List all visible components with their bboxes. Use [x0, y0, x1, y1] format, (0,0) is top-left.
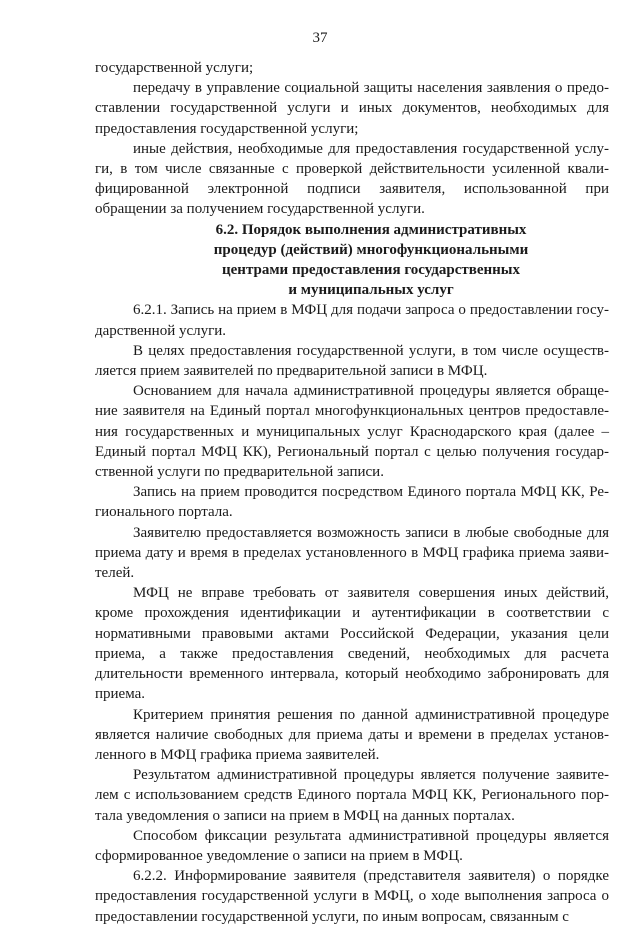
paragraph: иные действия, необходимые для предоставления государственной услуги, в том числе связанные с проверкой действительности усиленной квалифицированной электронной подписи заявителя, использованной при обращении за получением государственной услуги.	[95, 140, 609, 218]
document-body	[95, 58, 609, 927]
page-number: 37	[312, 30, 328, 46]
section-heading-line: центрами предоставления государственных	[222, 262, 520, 279]
paragraph: Запись на прием проводится посредством Единого портала МФЦ КК, Регионального портала.	[95, 484, 609, 521]
paragraph: МФЦ не вправе требовать от заявителя совершения иных действий, кроме прохождения идентификации и аутентификации в соответствии с нормативными правовыми актами Российской Федерации, указания цели приема, а также предоставления сведений, необходимых для расчета длительности временного интервала, который необходимо забронировать для приема.	[95, 585, 609, 703]
paragraph: передачу в управление социальной защиты населения заявления о предоставлении государственной услуги и иных документов, необходимых для предоставления государственной услуги;	[95, 80, 609, 137]
paragraph: государственной услуги;	[95, 60, 254, 76]
paragraph: Способом фиксации результата административной процедуры является сформированное уведомление о записи на прием в МФЦ.	[95, 827, 609, 864]
paragraph: В целях предоставления государственной услуги, в том числе осуществляется прием заявителей по предварительной записи в МФЦ.	[95, 342, 609, 380]
section-heading-line: процедур (действий) многофункциональными	[213, 241, 529, 258]
paragraph: 6.2.2. Информирование заявителя (представителя заявителя) о порядке предоставления государственной услуги в МФЦ, о ходе выполнения запроса о предоставлении государственной услуги, по иным вопросам, связанным с	[95, 868, 609, 925]
paragraph: Заявителю предоставляется возможность записи в любые свободные для приема дату и время в пределах установленного в МФЦ графика приема заявителей.	[95, 524, 609, 582]
section-heading	[95, 220, 609, 301]
paragraph: 6.2.1. Запись на прием в МФЦ для подачи запроса о предоставлении государственной услуги.	[95, 302, 609, 339]
paragraph: Основанием для начала административной процедуры является обращение заявителя на Единый портал многофункциональных центров предоставления государственных и муниципальных услуг Краснодарского края (далее – Единый портал МФЦ КК), Региональный портал с целью получения государственной услуги по предварительной записи.	[95, 383, 609, 481]
paragraph: Критерием принятия решения по данной административной процедуре является наличие свободных для приема даты и времени в пределах установленного в МФЦ графика приема заявителей.	[95, 706, 609, 763]
paragraph: Результатом административной процедуры является получение заявителем с использованием средств Единого портала МФЦ КК, Регионального портала уведомления о записи на прием в МФЦ на данных порталах.	[95, 767, 609, 824]
section-heading-line: и муниципальных услуг	[288, 282, 454, 299]
section-heading-line: 6.2. Порядок выполнения административных	[215, 221, 527, 238]
